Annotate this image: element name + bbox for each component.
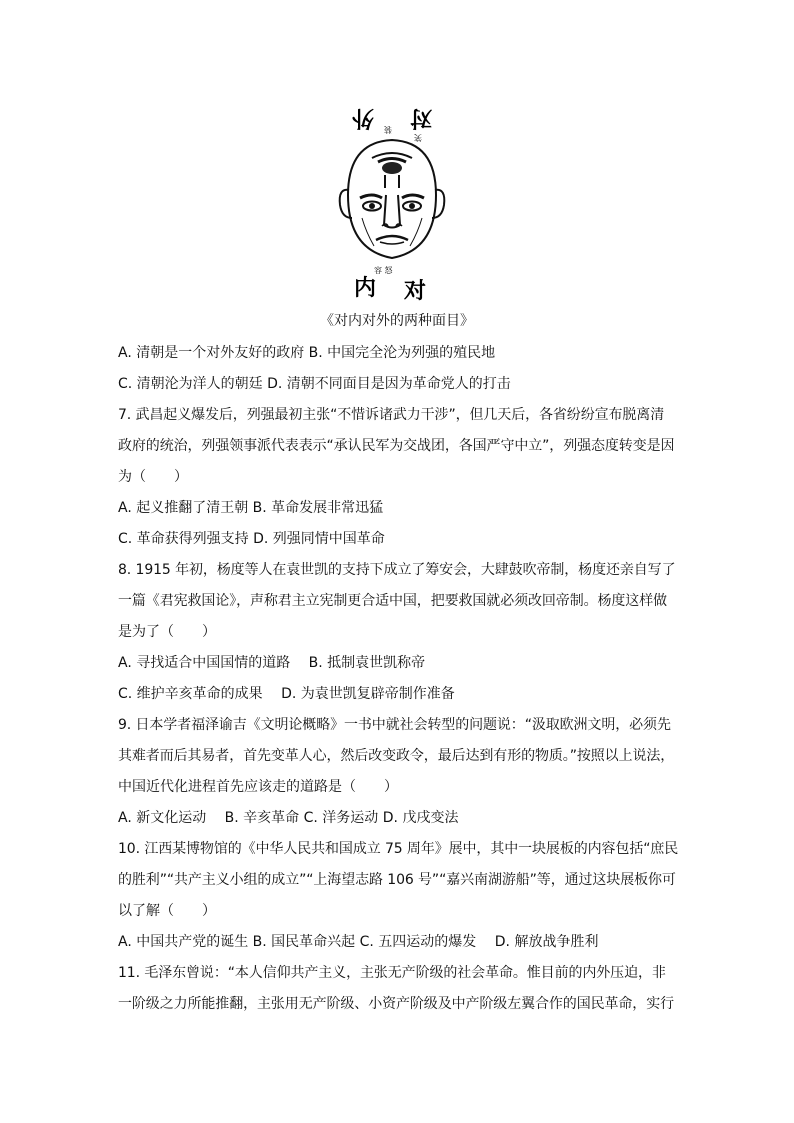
top-small-left: 装 (384, 125, 392, 134)
q8-stem-line3: 是为了（ ） (118, 624, 216, 640)
q8-options-ab: A. 寻找适合中国国情的道路 B. 抵制袁世凯称帝 (118, 655, 426, 671)
top-left-char: 外 (351, 105, 374, 131)
two-faces-cartoon (330, 100, 450, 305)
q9-stem-line2: 其难者而后其易者，首先变革人心，然后改变政令，最后达到有形的物质。”按照以上说法， (118, 748, 675, 764)
cartoon-figure (330, 100, 450, 305)
q6-options-cd: C. 清朝沦为洋人的朝廷 D. 清朝不同面目是因为革命党人的打击 (118, 376, 511, 392)
figure-caption: 《对内对外的两种面目》 (320, 313, 474, 329)
q8-options-cd: C. 维护辛亥革命的成果 D. 为袁世凯复辟帝制作准备 (118, 686, 455, 702)
q7-options-cd: C. 革命获得列强支持 D. 列强同情中国革命 (118, 531, 385, 547)
top-right-char: 对 (409, 105, 432, 131)
q9-stem-line3: 中国近代化进程首先应该走的道路是（ ） (118, 779, 398, 795)
q7-stem-line1: 7. 武昌起义爆发后，列强最初主张“不惜诉诸武力干涉”，但几天后，各省纷纷宣布脱离清 (118, 407, 665, 423)
q7-stem-line3: 为（ ） (118, 469, 188, 485)
q9-stem-line1: 9. 日本学者福泽谕吉《文明论概略》一书中就社会转型的问题说：“汲取欧洲文明，必须先 (118, 717, 671, 733)
q8-stem-line2: 一篇《君宪救国论》，声称君主立宪制更合适中国，把要救国就必须改回帝制。杨度这样做 (118, 593, 667, 609)
bottom-right-char: 对 (404, 278, 427, 304)
q6-options-ab: A. 清朝是一个对外友好的政府 B. 中国完全沦为列强的殖民地 (118, 345, 496, 361)
q10-stem-line2: 的胜利”“共产主义小组的成立”“上海望志路 106 号”“嘉兴南湖游船”等，通过这块展板你可 (118, 872, 676, 888)
question-text (118, 338, 678, 1020)
q11-stem-line1: 11. 毛泽东曾说：“本人信仰共产主义，主张无产阶级的社会革命。惟目前的内外压迫，非 (118, 965, 666, 981)
q8-stem-line1: 8. 1915 年初，杨度等人在袁世凯的支持下成立了筹安会，大肆鼓吹帝制，杨度还亲自写了 (118, 562, 676, 578)
q7-stem-line2: 政府的统治，列强领事派代表表示“承认民军为交战团，各国严守中立”，列强态度转变是因 (118, 438, 675, 454)
bottom-small-left: 容 怒 (374, 266, 393, 275)
bottom-left-char: 内 (354, 275, 377, 301)
top-small-right: 笑 (414, 133, 422, 142)
q10-options: A. 中国共产党的诞生 B. 国民革命兴起 C. 五四运动的爆发 D. 解放战争胜利 (118, 934, 599, 950)
q10-stem-line1: 10. 江西某博物馆的《中华人民共和国成立 75 周年》展中，其中一块展板的内容包括“庶民 (118, 841, 679, 857)
q10-stem-line3: 以了解（ ） (118, 903, 216, 919)
q11-stem-line2: 一阶级之力所能推翻，主张用无产阶级、小资产阶级及中产阶级左翼合作的国民革命，实行 (118, 996, 674, 1012)
q7-options-ab: A. 起义推翻了清王朝 B. 革命发展非常迅猛 (118, 500, 384, 516)
mouth (376, 236, 408, 240)
q9-options: A. 新文化运动 B. 辛亥革命 C. 洋务运动 D. 戊戌变法 (118, 810, 459, 826)
